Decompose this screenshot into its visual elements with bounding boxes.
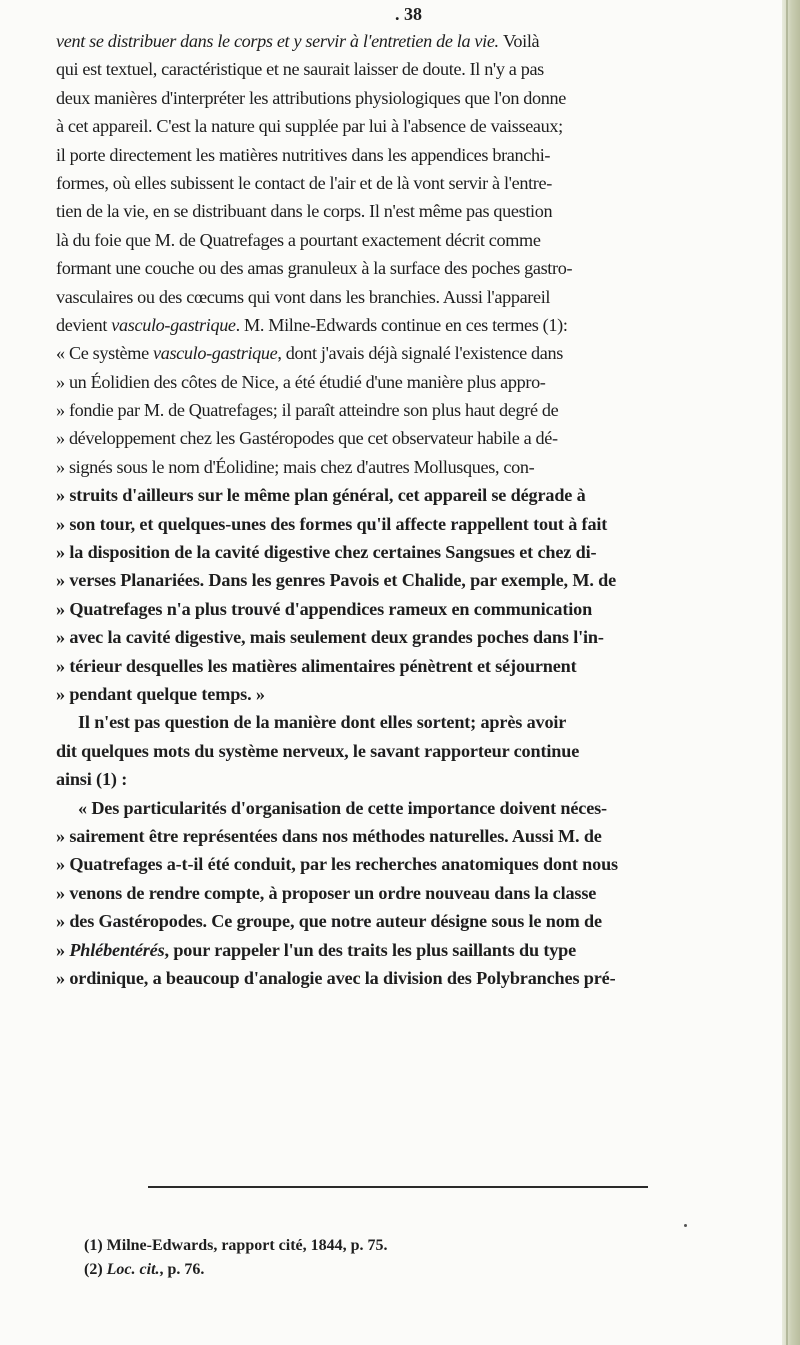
text-run: tien de la vie, en se distribuant dans le corps. Il n'est même pas question: [56, 201, 553, 222]
text-line: [56, 84, 791, 112]
text-run: Voilà: [498, 31, 540, 51]
footnotes: [84, 1234, 684, 1282]
text-run: » Quatrefages a-t-il été conduit, par les recherches anatomiques dont nous: [56, 854, 618, 875]
page-number: . 38: [395, 4, 422, 24]
text-line: [56, 964, 791, 992]
print-speck: [684, 1224, 687, 1227]
text-run: « Ce système: [56, 343, 153, 364]
text-line: [56, 169, 791, 197]
footnote: [84, 1234, 684, 1258]
text-line: [56, 850, 791, 878]
text-run: il porte directement les matières nutritives dans les appendices branchi-: [56, 144, 551, 165]
text-run: » Quatrefages n'a plus trouvé d'appendices rameux en communication: [56, 598, 593, 619]
text-run: formes, où elles subissent le contact de l'air et de là vont servir à l'entre-: [56, 172, 552, 193]
text-run: » verses Planariées. Dans les genres Pavois et Chalide, par exemple, M. de: [56, 570, 617, 591]
text-run: formant une couche ou des amas granuleux à la surface des poches gastro-: [56, 258, 573, 279]
italic-text: vasculo-gastrique: [111, 314, 236, 335]
text-run: vasculaires ou des cœcums qui vont dans les branchies. Aussi l'appareil: [56, 286, 551, 307]
text-run: dit quelques mots du système nerveux, le savant rapporteur continue: [56, 740, 580, 761]
text-run: » son tour, et quelques-unes des formes qu'il affecte rappellent tout à fait: [56, 513, 608, 534]
text-run: . M. Milne-Edwards continue en ces termes (1):: [235, 314, 568, 335]
text-line: [56, 396, 791, 424]
text-line: [56, 481, 791, 509]
text-run: (2): [84, 1261, 107, 1278]
text-line: [56, 907, 791, 935]
text-line: [56, 936, 791, 964]
text-run: , p. 76.: [159, 1261, 205, 1278]
text-run: »: [56, 939, 70, 960]
text-run: » térieur desquelles les matières alimentaires pénètrent et séjournent: [56, 655, 577, 676]
italic-text: Loc. cit.: [106, 1261, 160, 1278]
text-run: » signés sous le nom d'Éolidine; mais chez d'autres Mollusques, con-: [56, 456, 535, 477]
text-run: » struits d'ailleurs sur le même plan général, cet appareil se dégrade à: [56, 485, 586, 506]
text-run: » des Gastéropodes. Ce groupe, que notre auteur désigne sous le nom de: [56, 911, 602, 932]
text-line: [56, 623, 791, 651]
text-line: [56, 879, 791, 907]
text-run: » développement chez les Gastéropodes que cet observateur habile a dé-: [56, 428, 558, 449]
body-text: [56, 27, 791, 992]
text-line: [56, 197, 791, 225]
text-run: ainsi (1) :: [56, 769, 128, 790]
text-run: devient: [56, 314, 112, 335]
text-run: « Des particularités d'organisation de cette importance doivent néces-: [56, 797, 607, 818]
text-line: [56, 708, 791, 736]
text-line: [56, 27, 791, 55]
text-run: à cet appareil. C'est la nature qui supplée par lui à l'absence de vaisseaux;: [56, 116, 563, 137]
footnote: [84, 1258, 684, 1282]
text-line: [56, 55, 791, 83]
text-line: [56, 680, 791, 708]
text-run: qui est textuel, caractéristique et ne saurait laisser de doute. Il n'y a pas: [56, 59, 544, 80]
text-line: [56, 283, 791, 311]
text-line: [56, 510, 791, 538]
text-line: [56, 453, 791, 481]
text-line: [56, 424, 791, 452]
text-line: [56, 595, 791, 623]
text-line: [56, 112, 791, 140]
text-line: [56, 226, 791, 254]
text-run: » sairement être représentées dans nos méthodes naturelles. Aussi M. de: [56, 825, 602, 846]
text-line: [56, 822, 791, 850]
text-line: [56, 538, 791, 566]
text-run: Il n'est pas question de la manière dont elles sortent; après avoir: [56, 712, 567, 733]
text-run: » la disposition de la cavité digestive chez certaines Sangsues et chez di-: [56, 542, 597, 563]
text-line: [56, 794, 791, 822]
text-run: » ordinique, a beaucoup d'analogie avec la division des Polybranches pré-: [56, 967, 616, 988]
text-line: [56, 254, 791, 282]
text-run: » avec la cavité digestive, mais seulement deux grandes poches dans l'in-: [56, 627, 604, 648]
italic-text: vasculo-gastrique: [152, 343, 278, 364]
text-line: [56, 652, 791, 680]
text-run: (1) Milne-Edwards, rapport cité, 1844, p. 75.: [84, 1237, 388, 1254]
text-line: [56, 311, 791, 339]
italic-text: vent se distribuer dans le corps et y servir à l'entretien de la vie.: [56, 31, 499, 51]
text-line: [56, 141, 791, 169]
italic-text: Phlébentérés: [69, 939, 165, 960]
text-run: » pendant quelque temps. »: [56, 683, 265, 704]
text-run: là du foie que M. de Quatrefages a pourtant exactement décrit comme: [56, 229, 541, 250]
text-line: [56, 368, 791, 396]
text-run: » un Éolidien des côtes de Nice, a été étudié d'une manière plus appro-: [56, 371, 546, 392]
text-run: , pour rappeler l'un des traits les plus saillants du type: [164, 939, 577, 960]
footnote-separator-rule: [148, 1186, 648, 1188]
text-line: [56, 339, 791, 367]
text-run: » fondie par M. de Quatrefages; il paraît atteindre son plus haut degré de: [56, 400, 559, 421]
text-run: , dont j'avais déjà signalé l'existence dans: [277, 343, 563, 364]
text-run: » venons de rendre compte, à proposer un ordre nouveau dans la classe: [56, 882, 597, 903]
text-line: [56, 765, 791, 793]
text-line: [56, 737, 791, 765]
text-line: [56, 566, 791, 594]
text-run: deux manières d'interpréter les attributions physiologiques que l'on donne: [56, 87, 566, 108]
